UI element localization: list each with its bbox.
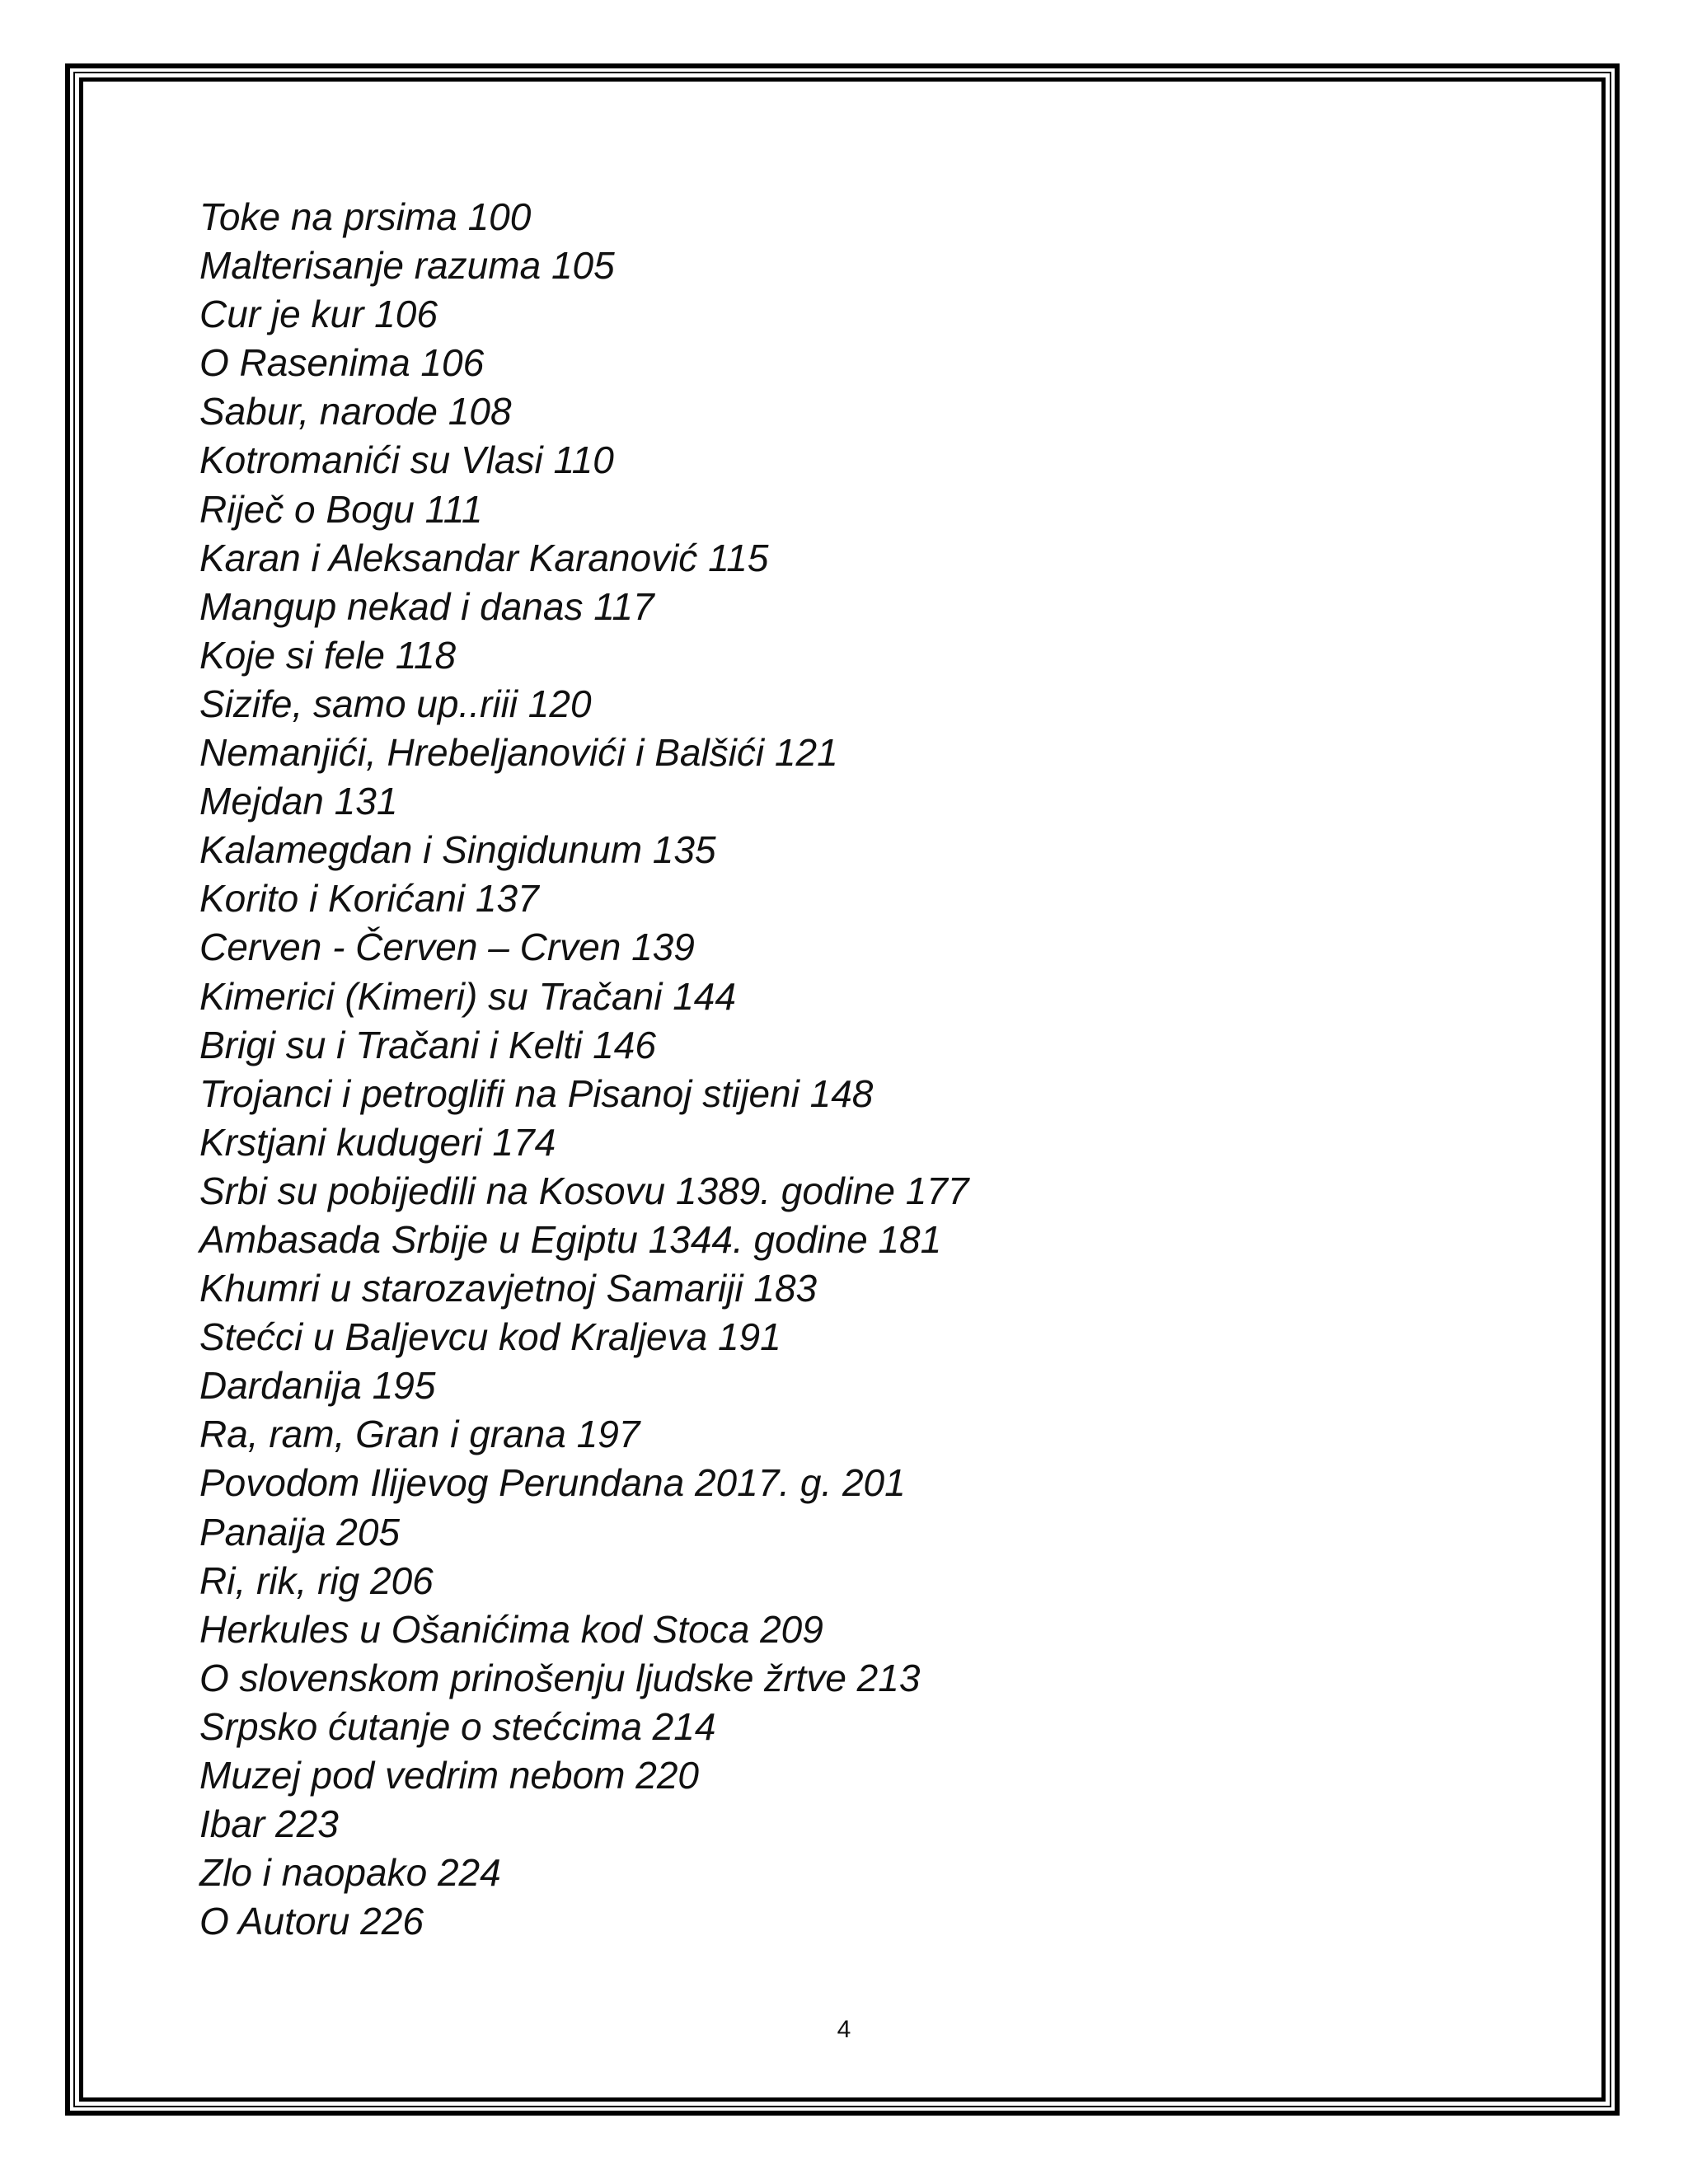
toc-entry: Ambasada Srbije u Egiptu 1344. godine 181 — [199, 1217, 942, 1261]
toc-entry: Trojanci i petroglifi na Pisanoj stijeni 148 — [199, 1071, 874, 1115]
toc-entry: Korito i Korićani 137 — [199, 877, 539, 921]
table-of-contents — [199, 193, 968, 1946]
toc-entry: Krstjani kudugeri 174 — [199, 1120, 556, 1164]
toc-entry: Stećci u Baljevcu kod Kraljeva 191 — [199, 1315, 781, 1359]
toc-entry: Herkules u Ošanićima kod Stoca 209 — [199, 1607, 823, 1651]
toc-entry: Toke na prsima 100 — [199, 195, 532, 238]
toc-entry: Sizife, samo up..riii 120 — [199, 682, 592, 725]
toc-entry: O Autoru 226 — [199, 1900, 424, 1943]
toc-entry: Panaija 205 — [199, 1510, 400, 1554]
toc-entry: Mejdan 131 — [199, 780, 398, 823]
toc-entry: Mangup nekad i danas 117 — [199, 584, 654, 628]
toc-entry: Nemanjići, Hrebeljanovići i Balšići 121 — [199, 731, 838, 775]
toc-entry: Cerven - Červen – Crven 139 — [199, 926, 695, 969]
toc-entry: Cur je kur 106 — [199, 293, 438, 336]
toc-entry: Kimerici (Kimeri) su Tračani 144 — [199, 974, 736, 1018]
toc-entry: Povodom Ilijevog Perundana 2017. g. 201 — [199, 1461, 906, 1505]
toc-entry: Sabur, narode 108 — [199, 390, 512, 434]
toc-entry: Srpsko ćutanje o stećcima 214 — [199, 1704, 716, 1748]
toc-entry: Srbi su pobijedili na Kosovu 1389. godine 177 — [199, 1169, 969, 1212]
toc-entry: Riječ o Bogu 111 — [199, 487, 483, 531]
toc-entry: Malterisanje razuma 105 — [199, 244, 615, 288]
toc-entry: Koje si fele 118 — [199, 633, 457, 677]
toc-entry: Kalamegdan i Singidunum 135 — [199, 828, 716, 872]
toc-entry: Kotromanići su Vlasi 110 — [199, 438, 614, 482]
toc-entry: Khumri u starozavjetnoj Samariji 183 — [199, 1267, 818, 1310]
toc-entry: Muzej pod vedrim nebom 220 — [199, 1754, 699, 1797]
toc-entry: Ri, rik, rig 206 — [199, 1558, 434, 1602]
toc-entry: Dardanija 195 — [199, 1364, 436, 1408]
toc-entry: Zlo i naopako 224 — [199, 1851, 501, 1895]
toc-entry: O Rasenima 106 — [199, 341, 485, 385]
toc-entry: Ibar 223 — [199, 1802, 339, 1846]
page-number: 4 — [837, 2016, 851, 2043]
toc-entry: O slovenskom prinošenju ljudske žrtve 213 — [199, 1656, 921, 1699]
toc-entry: Karan i Aleksandar Karanović 115 — [199, 536, 769, 579]
toc-entry: Ra, ram, Gran i grana 197 — [199, 1413, 640, 1456]
toc-entry: Brigi su i Tračani i Kelti 146 — [199, 1023, 656, 1066]
